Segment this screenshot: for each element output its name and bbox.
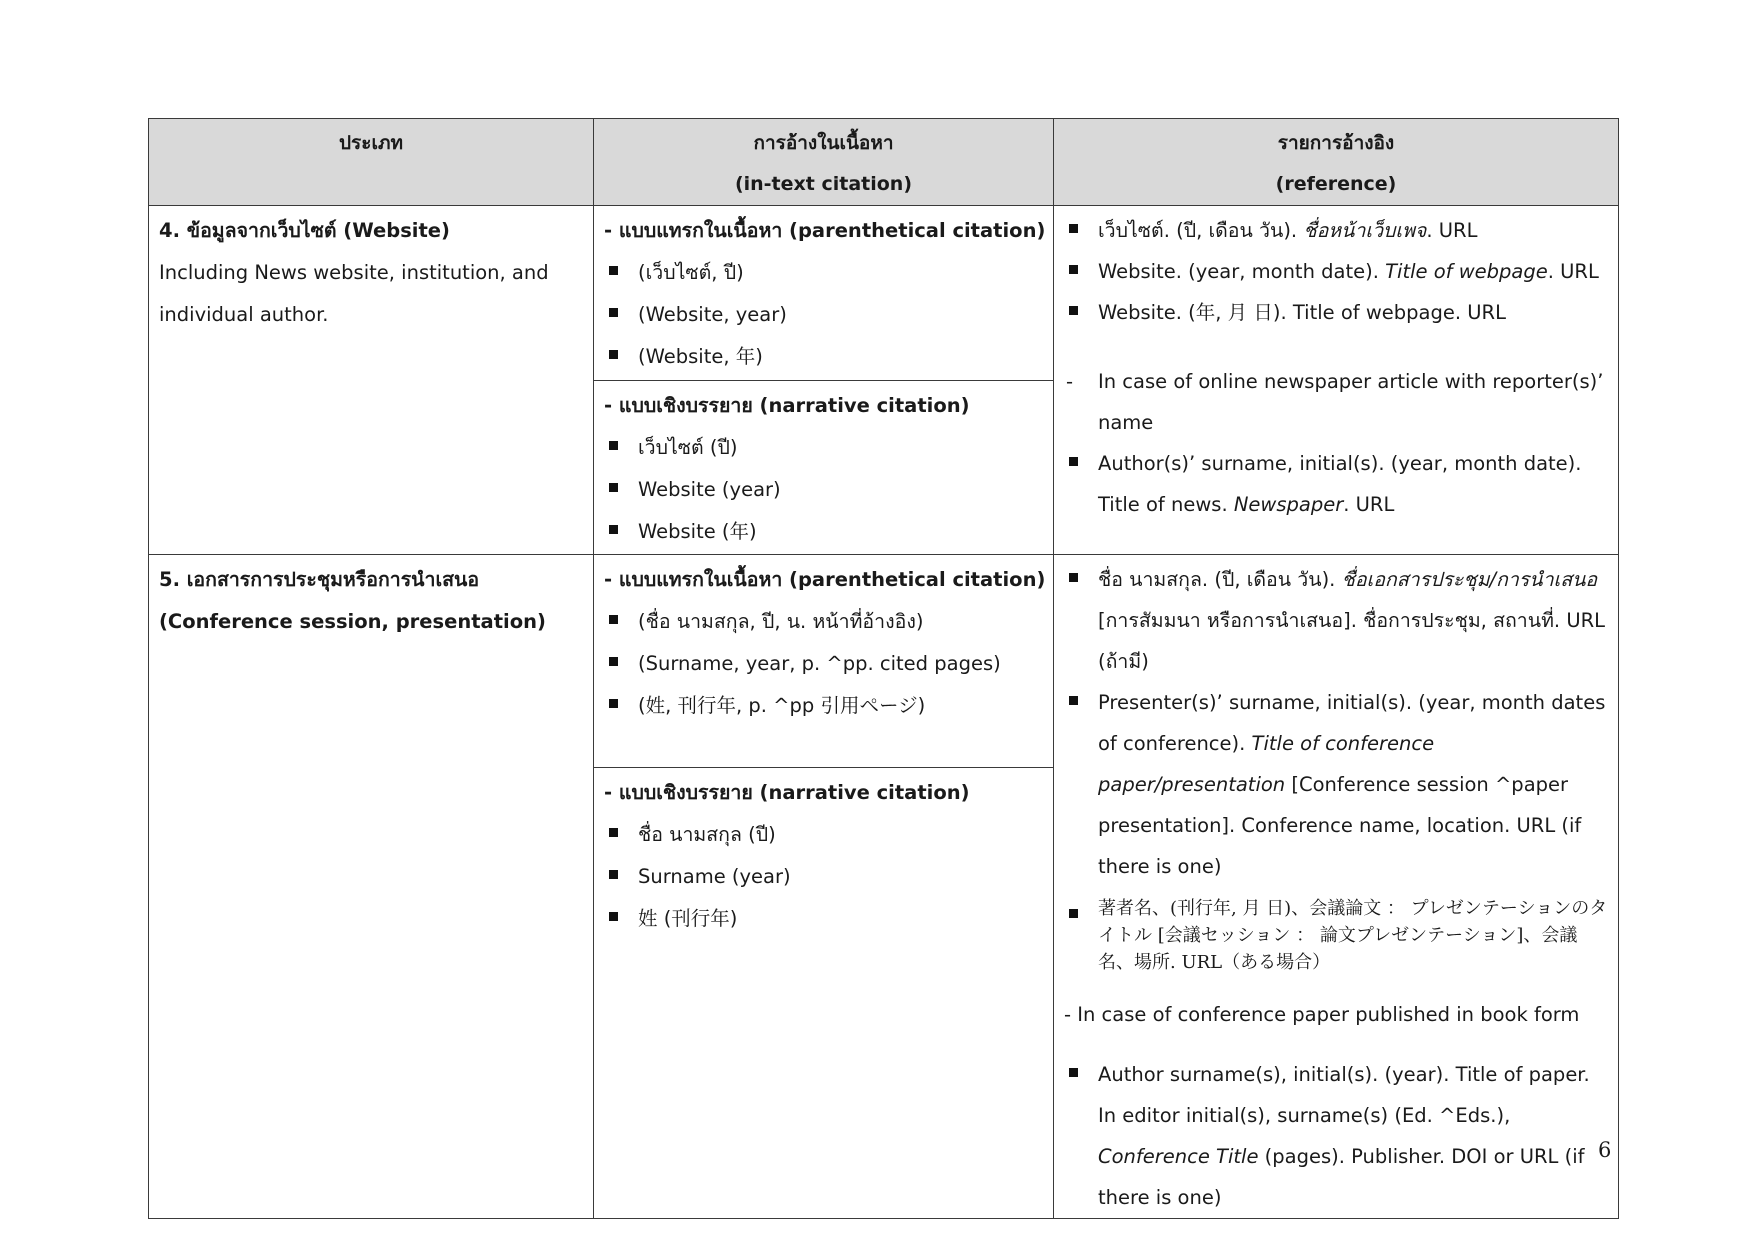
list-item: Author surname(s), initial(s). (year). Title of paper. In editor initial(s), surname(s) (Ed. ^Eds.), Conference Title (pages). Publisher. DOI or URL (if there is one)	[1064, 1054, 1608, 1218]
news-case-note: - In case of online newspaper article with reporter(s)’ name	[1064, 361, 1608, 443]
list-item: (Website, year)	[604, 294, 1043, 336]
table-header-row	[149, 119, 1619, 206]
list-item: Website (年)	[604, 511, 1043, 553]
type-title: 4. ข้อมูลจากเว็บไซต์ (Website)	[159, 219, 450, 242]
book-case-note: - In case of conference paper published in book form	[1064, 1003, 1580, 1026]
header-type-label: ประเภท	[338, 132, 403, 154]
list-item: Surname (year)	[604, 856, 1043, 898]
list-item: (姓, 刊行年, p. ^pp 引用ページ)	[604, 685, 1043, 727]
list-item: ชื่อ นามสกุล (ปี)	[604, 814, 1043, 856]
type-cell-website	[149, 206, 594, 555]
narrative-section	[594, 767, 1053, 940]
header-reference-thai: รายการอ้างอิง	[1277, 132, 1395, 154]
narrative-heading: - แบบเชิงบรรยาย (narrative citation)	[604, 394, 970, 417]
list-item: เว็บไซต์. (ปี, เดือน วัน). ชื่อหน้าเว็บเพจ. URL	[1064, 210, 1608, 251]
list-item: Presenter(s)’ surname, initial(s). (year, month dates of conference). Title of conference paper/presentation [Conference session ^paper presentation]. Conference name, location. URL (if there is one)	[1064, 682, 1608, 887]
header-reference	[1054, 119, 1619, 206]
list-item: Website. (year, month date). Title of webpage. URL	[1064, 251, 1608, 292]
list-item: (ชื่อ นามสกุล, ปี, น. หน้าที่อ้างอิง)	[604, 601, 1043, 643]
reference-cell-conference	[1054, 555, 1619, 1219]
header-type	[149, 119, 594, 206]
narrative-section	[594, 380, 1053, 553]
type-cell-conference	[149, 555, 594, 1219]
narrative-heading: - แบบเชิงบรรยาย (narrative citation)	[604, 781, 970, 804]
list-item: 姓 (刊行年)	[604, 898, 1043, 940]
parenthetical-heading: - แบบแทรกในเนื้อหา (parenthetical citation)	[604, 568, 1046, 591]
header-in-text-thai: การอ้างในเนื้อหา	[753, 132, 894, 154]
citation-table	[148, 118, 1619, 1219]
table-row-conference	[149, 555, 1619, 1219]
list-item: (เว็บไซต์, ปี)	[604, 252, 1043, 294]
type-title: 5. เอกสารการประชุมหรือการนำเสนอ	[159, 568, 480, 591]
header-in-text-english: (in-text citation)	[734, 173, 913, 195]
header-reference-english: (reference)	[1275, 173, 1397, 195]
header-in-text	[594, 119, 1054, 206]
type-description: individual author.	[159, 303, 329, 326]
reference-cell-website	[1054, 206, 1619, 555]
parenthetical-heading: - แบบแทรกในเนื้อหา (parenthetical citation)	[604, 219, 1046, 242]
in-text-cell-website	[594, 206, 1054, 555]
in-text-cell-conference	[594, 555, 1054, 1219]
list-item: เว็บไซต์ (ปี)	[604, 427, 1043, 469]
list-item: Website (year)	[604, 469, 1043, 511]
type-description: Including News website, institution, and	[159, 261, 549, 284]
list-item: ชื่อ นามสกุล. (ปี, เดือน วัน). ชื่อเอกสารประชุม/การนำเสนอ [การสัมมนา หรือการนำเสนอ]. ชื่อการประชุม, สถานที่. URL (ถ้ามี)	[1064, 559, 1608, 682]
list-item: Website. (年, 月 日). Title of webpage. URL	[1064, 292, 1608, 333]
page-number: 6	[1598, 1138, 1612, 1162]
type-title: (Conference session, presentation)	[159, 610, 546, 633]
table-row-website	[149, 206, 1619, 555]
list-item: 著者名、(刊行年, 月 日)、会議論文 ： プレゼンテーションのタイトル [会議セッション ： 論文プレゼンテーション]、会議名、場所. URL（ある場合）	[1064, 895, 1608, 976]
list-item: (Surname, year, p. ^pp. cited pages)	[604, 643, 1043, 685]
list-item: Author(s)’ surname, initial(s). (year, month date). Title of news. Newspaper. URL	[1064, 443, 1608, 525]
list-item: (Website, 年)	[604, 336, 1043, 378]
